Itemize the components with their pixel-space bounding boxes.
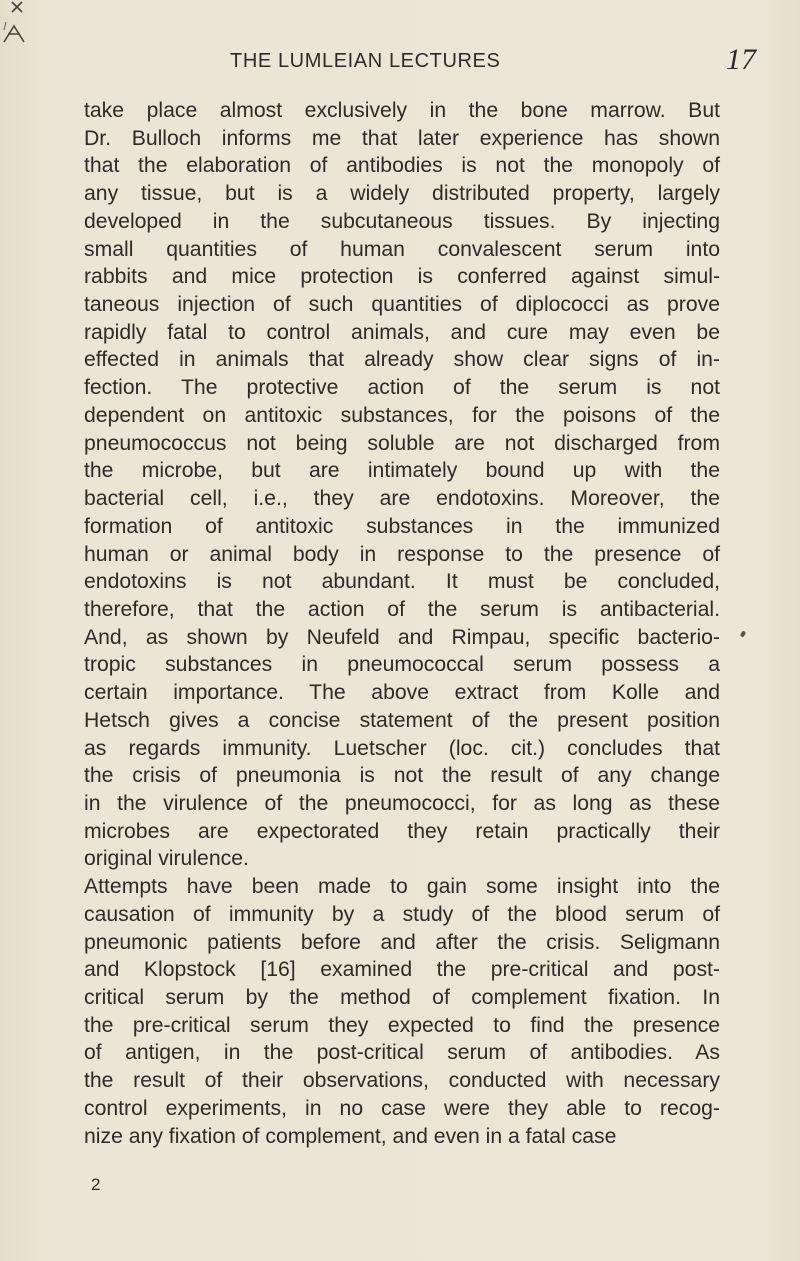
text-line: the microbe, but are intimately bound up with the [84,459,720,483]
text-line: formation of antitoxic substances in the immunized [84,514,720,538]
text-line: endotoxins is not abundant. It must be concluded, [84,570,720,594]
text-line: developed in the subcutaneous tissues. By injecting [84,209,720,233]
text-line: take place almost exclusively in the bone marrow. But [84,99,720,122]
text-line: as regards immunity. Luetscher (loc. cit.) concludes that [84,736,720,760]
text-line: original virulence. [84,847,249,871]
text-line: control experiments, in no case were they able to recog- [84,1096,720,1120]
text-line: that the elaboration of antibodies is not the monopoly of [84,154,720,178]
signature-mark: 2 [91,1175,101,1194]
body-text [84,97,720,1150]
text-line: effected in animals that already show clear signs of in- [84,348,720,372]
text-line: causation of immunity by a study of the blood serum of [84,902,720,926]
text-line: And, as shown by Neufeld and Rimpau, specific bacterio- [84,625,720,649]
page-number: 17 [726,43,756,76]
text-line: small quantities of human convalescent serum into [84,237,720,261]
running-head: THE LUMLEIAN LECTURES [230,50,501,72]
text-line: taneous injection of such quantities of diplococci as prove [84,293,720,317]
text-line: microbes are expectorated they retain practically their [84,819,720,843]
text-line: critical serum by the method of complement fixation. In [84,986,720,1009]
text-line: the result of their observations, conducted with necessary [84,1069,720,1093]
text-line: rabbits and mice protection is conferred against simul- [84,265,720,289]
corner-pencil-mark [0,0,40,60]
text-line: pneumococcus not being soluble are not discharged from [84,431,720,455]
text-line: tropic substances in pneumococcal serum possess a [84,653,720,677]
text-line: therefore, that the action of the serum is antibacterial. [84,597,720,621]
text-line: pneumonic patients before and after the crisis. Seligmann [84,930,720,954]
text-line: fection. The protective action of the serum is not [84,376,720,400]
text-line: Hetsch gives a concise statement of the present position [84,708,720,732]
text-line: the pre-critical serum they expected to find the presence [84,1013,720,1037]
text-line: nize any fixation of complement, and even in a fatal case [84,1124,617,1148]
text-line: dependent on antitoxic substances, for the poisons of the [84,403,720,427]
text-line: bacterial cell, i.e., they are endotoxins. Moreover, the [84,487,720,511]
text-line: certain importance. The above extract from Kolle and [84,681,720,705]
text-line: human or animal body in response to the presence of [84,542,720,566]
text-line: any tissue, but is a widely distributed property, largely [84,182,720,206]
margin-speck [740,630,746,637]
text-line: Attempts have been made to gain some insight into the [84,875,720,899]
text-line: of antigen, in the post-critical serum of antibodies. As [84,1041,720,1065]
text-line: and Klopstock [16] examined the pre-critical and post- [84,958,720,982]
text-line: Dr. Bulloch informs me that later experience has shown [84,126,720,150]
text-line: the crisis of pneumonia is not the result of any change [84,764,720,788]
text-line: in the virulence of the pneumococci, for as long as these [84,791,720,815]
text-line: rapidly fatal to control animals, and cure may even be [84,320,720,344]
